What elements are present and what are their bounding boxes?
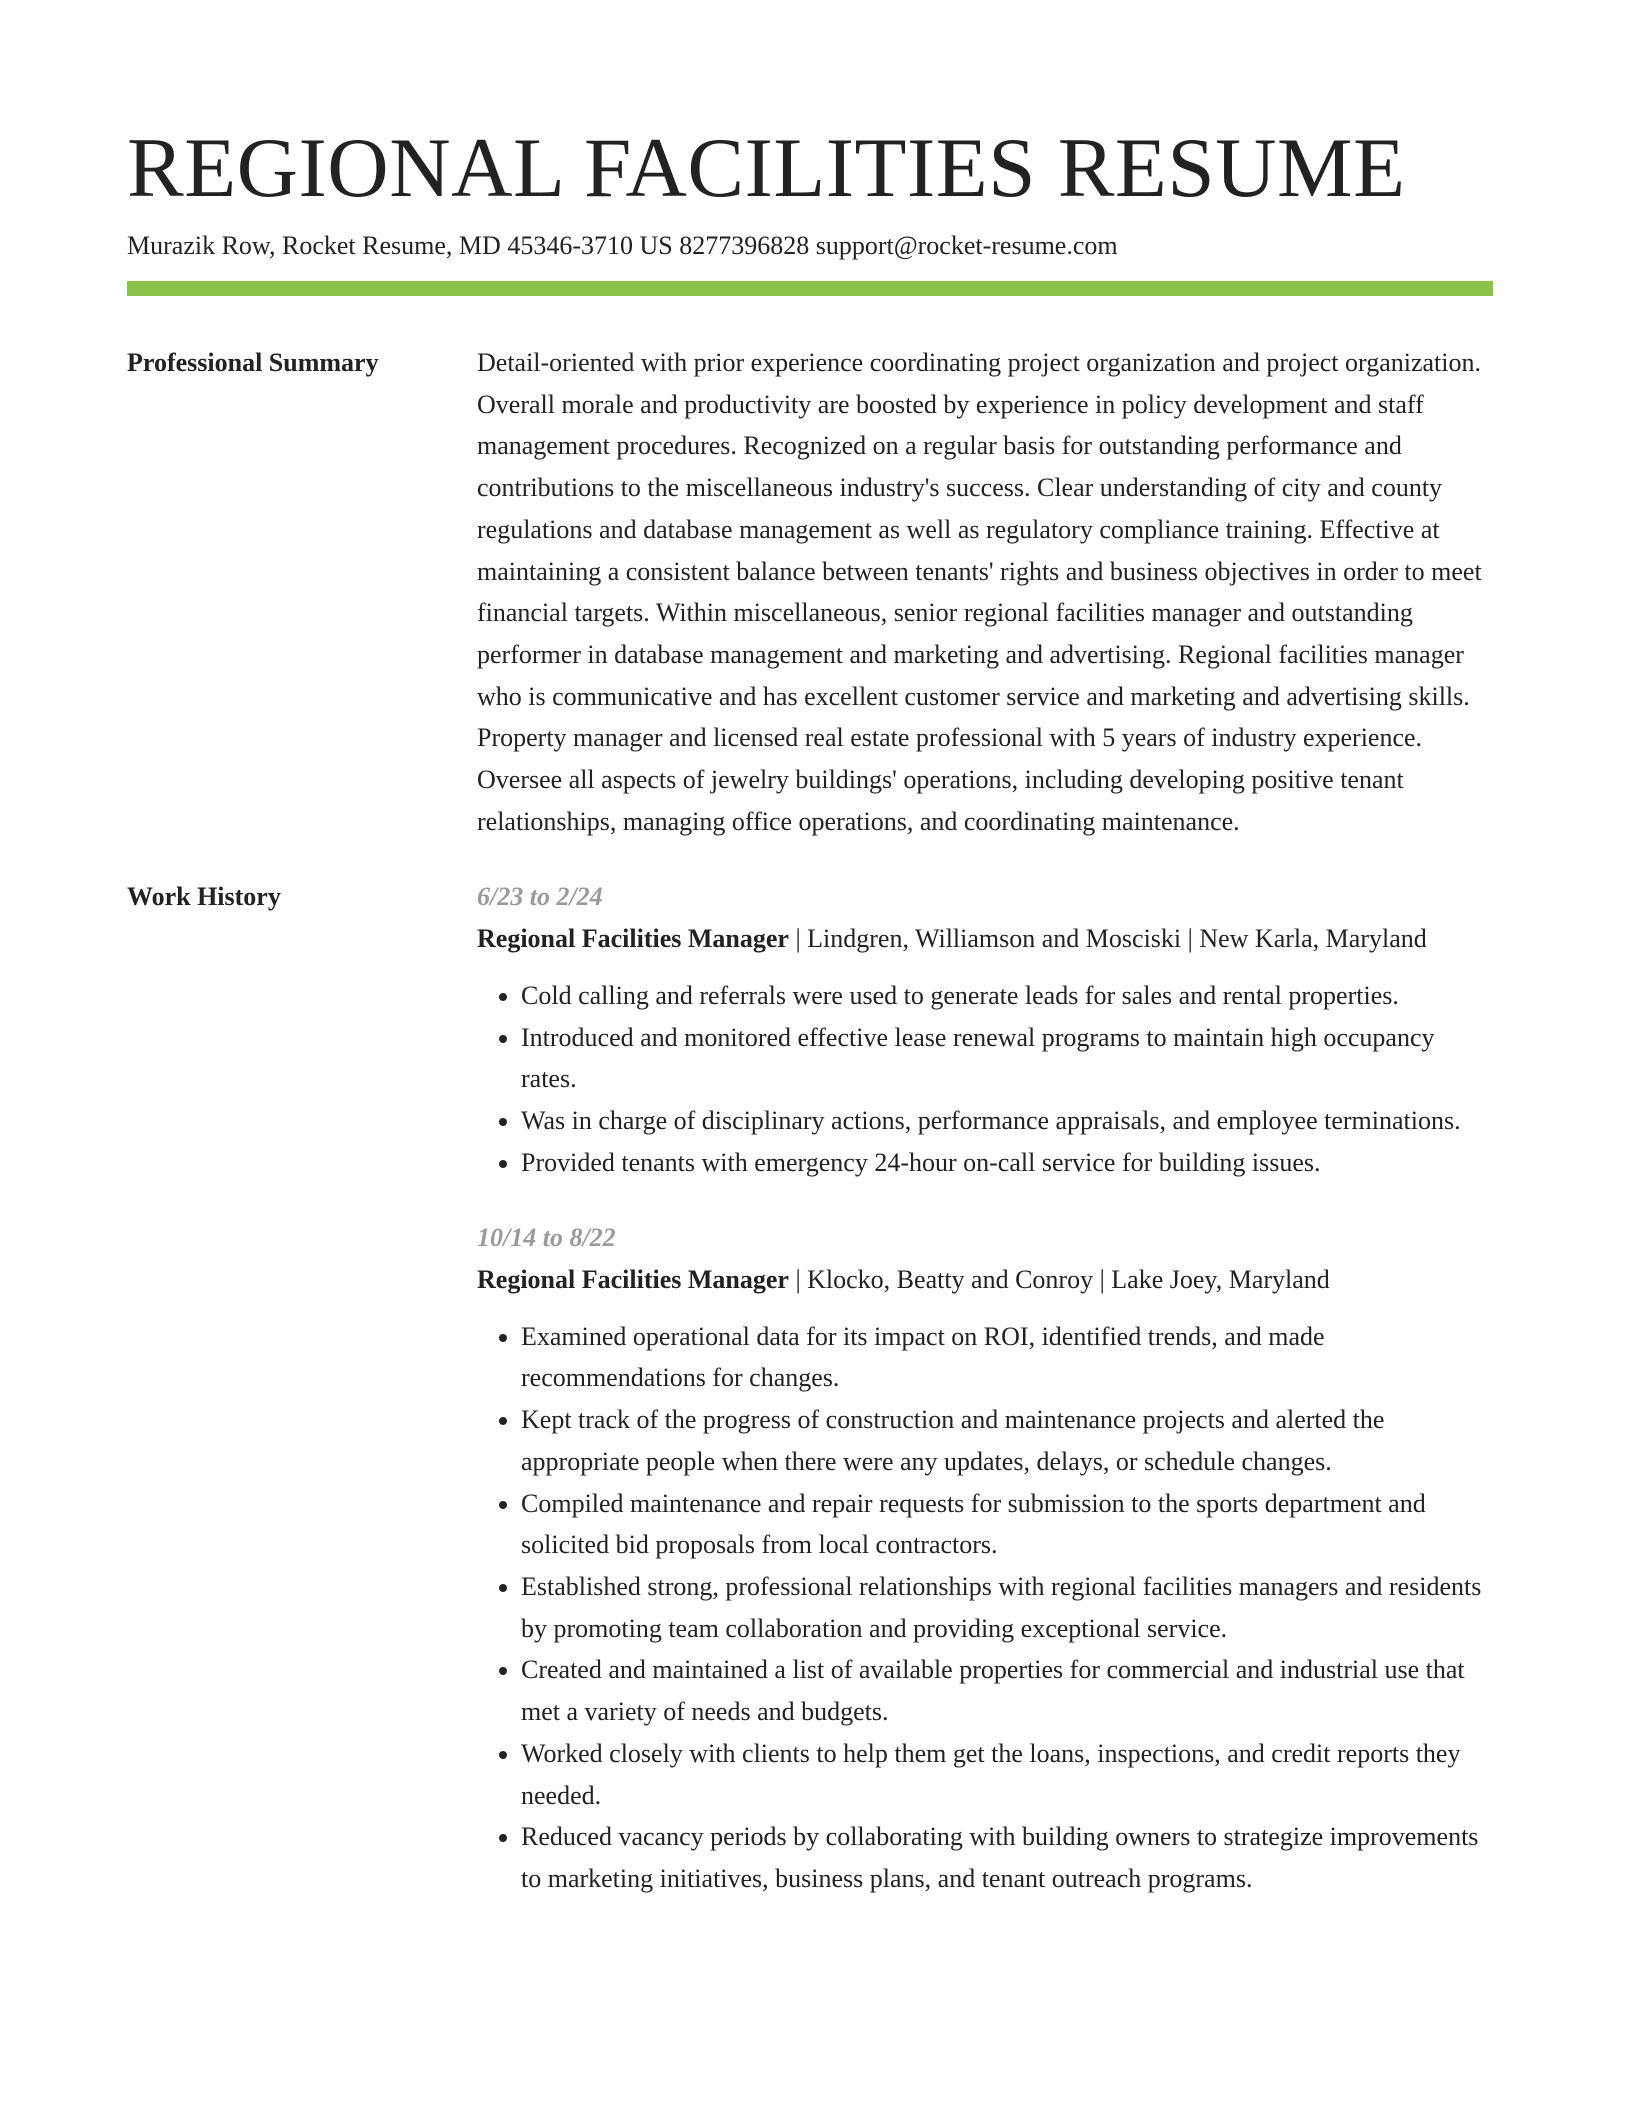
job-bullet: • Created and maintained a list of available properties for commercial and industrial use that met a variety of needs and budgets. [521, 1649, 1493, 1732]
job-bullets [477, 975, 1493, 1184]
job-employer-location: | Klocko, Beatty and Conroy | Lake Joey, Maryland [788, 1265, 1330, 1295]
job-bullet: • Kept track of the progress of construction and maintenance projects and alerted the appropriate people when there were any updates, delays, or schedule changes. [521, 1399, 1493, 1482]
job-heading [477, 1259, 1493, 1301]
job-bullet: • Examined operational data for its impact on ROI, identified trends, and made recommendations for changes. [521, 1316, 1493, 1399]
job-bullet: • Was in charge of disciplinary actions, performance appraisals, and employee terminations. [521, 1100, 1493, 1142]
section-label-work-history: Work History [127, 882, 281, 912]
job-heading [477, 918, 1493, 960]
section-label-professional-summary: Professional Summary [127, 348, 379, 377]
job-title: Regional Facilities Manager [477, 924, 789, 954]
accent-divider [127, 281, 1493, 296]
resume-page [127, 118, 1493, 1900]
job-bullet: • Established strong, professional relationships with regional facilities managers and residents by promoting team collaboration and providing exceptional service. [521, 1566, 1493, 1649]
work-history-content [477, 876, 1493, 1899]
resume-title: REGIONAL FACILITIES RESUME [127, 121, 1406, 215]
job-bullet: • Worked closely with clients to help them get the loans, inspections, and credit reports they needed. [521, 1733, 1493, 1816]
job-bullets [477, 1316, 1493, 1900]
job-employer-location: | Lindgren, Williamson and Mosciski | New Karla, Maryland [788, 924, 1427, 954]
section-content [477, 342, 1493, 842]
job-dates: 6/23 to 2/24 [477, 882, 603, 912]
job-bullet: • Provided tenants with emergency 24-hour on-call service for building issues. [521, 1142, 1493, 1184]
contact-info: Murazik Row, Rocket Resume, MD 45346-3710 US 8277396828 support@rocket-resume.com [127, 231, 1118, 260]
professional-summary-section [127, 342, 1493, 842]
job-entry [477, 1217, 1493, 1899]
summary-text: Detail-oriented with prior experience coordinating project organization and project organization. Overall morale and productivity are boosted by experience in policy development and staff management procedures. Recognized on a regular basis for outstanding performance and contributions to the miscellaneous industry's success. Clear understanding of city and county regulations and database management as well as regulatory compliance training. Effective at maintaining a consistent balance between tenants' rights and business objectives in order to meet financial targets. Within miscellaneous, senior regional facilities manager and outstanding performer in database management and marketing and advertising. Regional facilities manager who is communicative and has excellent customer service and marketing and advertising skills. Property manager and licensed real estate professional with 5 years of industry experience. Oversee all aspects of jewelry buildings' operations, including developing positive tenant relationships, managing office operations, and coordinating maintenance. [477, 348, 1482, 836]
job-title: Regional Facilities Manager [477, 1265, 789, 1295]
job-entry [477, 876, 1493, 1183]
job-bullet: • Introduced and monitored effective lease renewal programs to maintain high occupancy rates. [521, 1017, 1493, 1100]
work-history-section [127, 876, 1493, 1899]
job-bullet: • Cold calling and referrals were used to generate leads for sales and rental properties. [521, 975, 1493, 1017]
job-bullet: • Compiled maintenance and repair requests for submission to the sports department and solicited bid proposals from local contractors. [521, 1483, 1493, 1566]
job-bullet: • Reduced vacancy periods by collaborating with building owners to strategize improvements to marketing initiatives, business plans, and tenant outreach programs. [521, 1816, 1493, 1899]
job-dates: 10/14 to 8/22 [477, 1223, 616, 1253]
